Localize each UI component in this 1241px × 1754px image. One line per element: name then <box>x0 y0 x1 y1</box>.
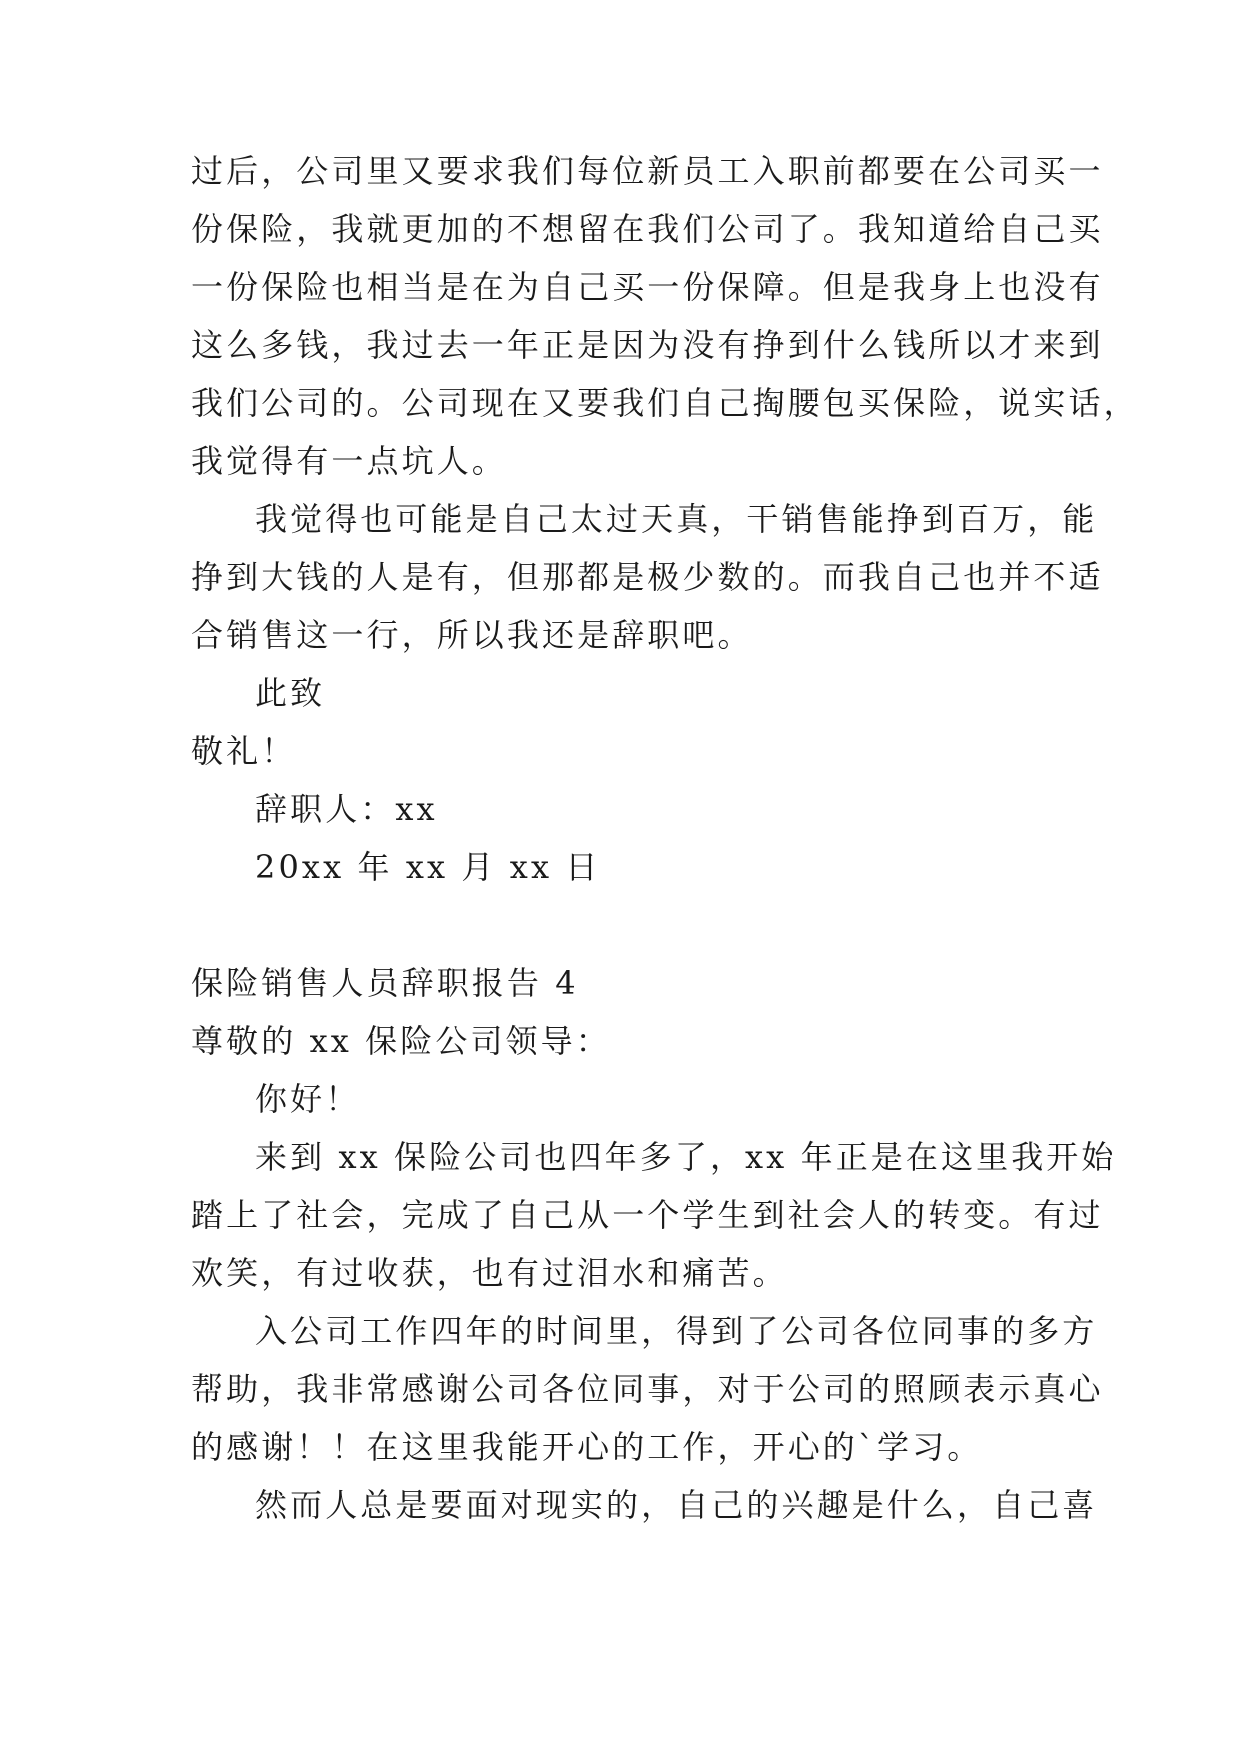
body-text-line: 欢笑，有过收获，也有过泪水和痛苦。 <box>191 1254 788 1292</box>
body-text-line: 然而人总是要面对现实的，自己的兴趣是什么，自己喜 <box>255 1486 1098 1524</box>
closing-salute: 敬礼！ <box>191 732 297 770</box>
body-text-line: 合销售这一行，所以我还是辞职吧。 <box>191 616 753 654</box>
body-text-line: 一份保险也相当是在为自己买一份保障。但是我身上也没有 <box>191 268 1104 306</box>
section-title: 保险销售人员辞职报告 4 <box>191 964 579 1002</box>
body-text-line: 我们公司的。公司现在又要我们自己掏腰包买保险，说实话， <box>191 384 1139 422</box>
body-text-line: 我觉得也可能是自己太过天真，干销售能挣到百万，能 <box>255 500 1098 538</box>
document-page <box>191 142 1139 1534</box>
body-text-line: 入公司工作四年的时间里，得到了公司各位同事的多方 <box>255 1312 1098 1350</box>
body-text-line: 来到 xx 保险公司也四年多了，xx 年正是在这里我开始 <box>255 1138 1117 1176</box>
body-text-line: 踏上了社会，完成了自己从一个学生到社会人的转变。有过 <box>191 1196 1104 1234</box>
section-spacer <box>191 896 1059 954</box>
body-text-line: 挣到大钱的人是有，但那都是极少数的。而我自己也并不适 <box>191 558 1104 596</box>
salutation: 尊敬的 xx 保险公司领导： <box>191 1022 611 1060</box>
greeting: 你好！ <box>255 1080 361 1118</box>
body-text-line: 的感谢！！在这里我能开心的工作，开心的`学习。 <box>191 1428 983 1466</box>
closing-phrase: 此致 <box>255 674 326 712</box>
body-text-line: 我觉得有一点坑人。 <box>191 442 507 480</box>
body-text-line: 帮助，我非常感谢公司各位同事，对于公司的照顾表示真心 <box>191 1370 1104 1408</box>
date-line: 20xx 年 xx 月 xx 日 <box>255 848 601 886</box>
signer-line: 辞职人：xx <box>255 790 438 828</box>
body-text-line: 份保险，我就更加的不想留在我们公司了。我知道给自己买 <box>191 210 1104 248</box>
body-text-line: 这么多钱，我过去一年正是因为没有挣到什么钱所以才来到 <box>191 326 1104 364</box>
body-text-line: 过后，公司里又要求我们每位新员工入职前都要在公司买一 <box>191 152 1104 190</box>
